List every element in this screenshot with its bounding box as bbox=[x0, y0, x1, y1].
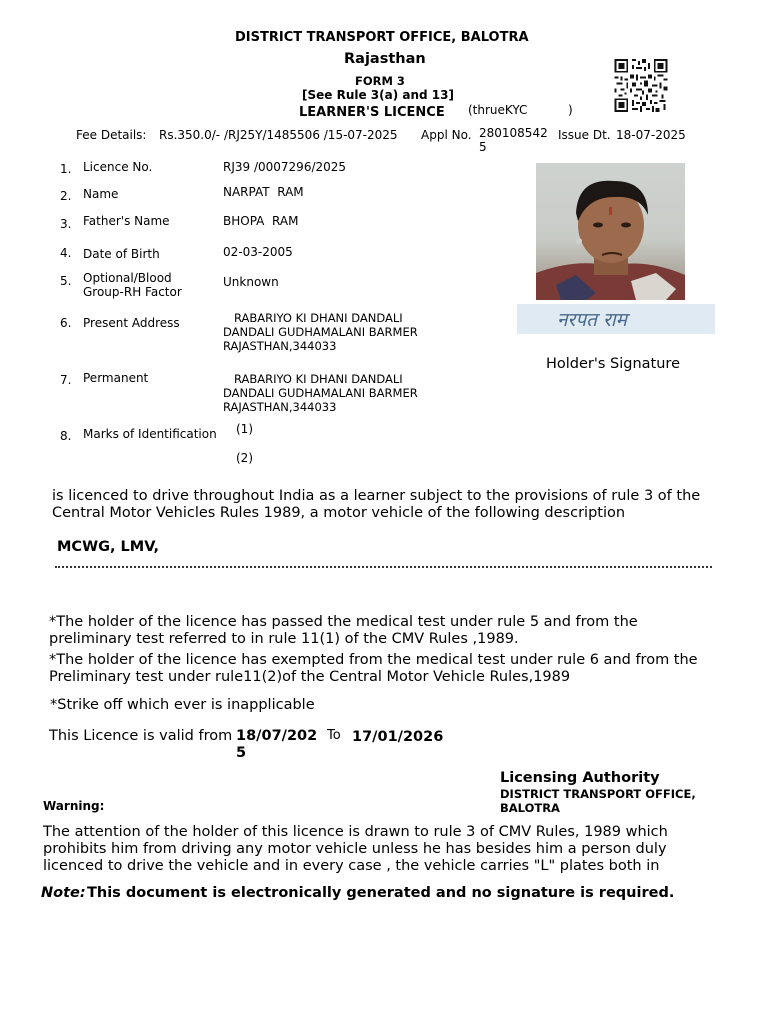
field-number: 2. bbox=[60, 189, 72, 203]
fee-value: Rs.350.0/- /RJ25Y/1485506 /15-07-2025 bbox=[159, 128, 398, 142]
valid-to-date: 17/01/2026 bbox=[352, 729, 444, 745]
present-address-line: DANDALI GUDHAMALANI BARMER bbox=[223, 325, 418, 339]
field-number: 4. bbox=[60, 246, 72, 260]
name-value: NARPAT RAM bbox=[223, 185, 304, 199]
medical-test-statement-1: *The holder of the licence has passed the medical test under rule 5 and from the preliminary test referred to in rule 11(1) of the CMV Rules ,1989. bbox=[49, 614, 638, 647]
fee-label: Fee Details: bbox=[76, 128, 147, 142]
appl-number: 280108542 bbox=[479, 126, 548, 140]
licensing-authority-title: Licensing Authority bbox=[500, 770, 660, 786]
licence-no-label: Licence No. bbox=[83, 160, 153, 174]
office-title: DISTRICT TRANSPORT OFFICE, BALOTRA bbox=[235, 30, 529, 45]
field-number: 5. bbox=[60, 274, 72, 288]
present-address-line: RAJASTHAN,344033 bbox=[223, 339, 337, 353]
permanent-address-label: Permanent bbox=[83, 371, 149, 385]
dob-value: 02-03-2005 bbox=[223, 245, 293, 259]
blood-group-label-cont: Group-RH Factor bbox=[83, 285, 182, 299]
name-label: Name bbox=[83, 187, 119, 201]
identification-mark-1: (1) bbox=[236, 422, 253, 436]
valid-from-date-cont: 5 bbox=[236, 745, 247, 761]
licence-statement: is licenced to drive throughout India as a learner subject to the provisions of rule 3 of the Central Motor Vehicles Rules 1989, a motor vehicle of the following description bbox=[52, 488, 701, 521]
valid-from-date: 18/07/202 bbox=[236, 728, 318, 744]
appl-label: Appl No. bbox=[421, 128, 472, 142]
field-number: 8. bbox=[60, 429, 72, 443]
blood-group-value: Unknown bbox=[223, 275, 279, 289]
holder-signature-label: Holder's Signature bbox=[546, 356, 680, 372]
field-number: 7. bbox=[60, 373, 72, 387]
rule-reference: [See Rule 3(a) and 13] bbox=[302, 88, 454, 102]
state-title: Rajasthan bbox=[344, 51, 426, 67]
appl-number-cont: 5 bbox=[479, 140, 487, 154]
holder-photo bbox=[536, 163, 685, 300]
field-number: 6. bbox=[60, 316, 72, 330]
permanent-address-line: DANDALI GUDHAMALANI BARMER bbox=[223, 386, 418, 400]
strike-off-note: *Strike off which ever is inapplicable bbox=[50, 697, 315, 713]
issue-label: Issue Dt. bbox=[558, 128, 611, 142]
validity-label: This Licence is valid from bbox=[49, 728, 233, 744]
issue-date: 18-07-2025 bbox=[616, 128, 686, 142]
dob-label: Date of Birth bbox=[83, 247, 160, 261]
form-number: FORM 3 bbox=[355, 74, 405, 88]
identification-marks-label: Marks of Identification bbox=[83, 427, 217, 441]
signature-script: नरपत राम bbox=[557, 309, 628, 331]
kyc-note: (thruеKYC bbox=[468, 103, 528, 117]
qr-code-icon bbox=[614, 59, 668, 112]
permanent-address-line: RAJASTHAN,344033 bbox=[223, 400, 337, 414]
present-address-line: RABARIYO KI DHANI DANDALI bbox=[223, 311, 403, 325]
warning-label: Warning: bbox=[43, 799, 105, 813]
field-number: 1. bbox=[60, 162, 72, 176]
note-label: Note: bbox=[41, 885, 86, 901]
father-name-label: Father's Name bbox=[83, 214, 170, 228]
validity-to-label: To bbox=[327, 728, 341, 743]
warning-text: The attention of the holder of this licence is drawn to rule 3 of CMV Rules, 1989 which prohibits him from driving any motor vehicle unless he has besides him a person duly licenced to drive the vehicle and in every case , the vehicle carries "L" plates both in bbox=[43, 824, 668, 874]
field-number: 3. bbox=[60, 217, 72, 231]
present-address-label: Present Address bbox=[83, 316, 180, 330]
identification-mark-2: (2) bbox=[236, 451, 253, 465]
father-name-value: BHOPA RAM bbox=[223, 214, 299, 228]
permanent-address-line: RABARIYO KI DHANI DANDALI bbox=[223, 372, 403, 386]
blood-group-label: Optional/Blood bbox=[83, 271, 172, 285]
note-text: This document is electronically generated and no signature is required. bbox=[87, 885, 675, 901]
holder-signature-image bbox=[517, 304, 715, 334]
authority-office: DISTRICT TRANSPORT OFFICE, bbox=[500, 787, 696, 801]
document-title: LEARNER'S LICENCE bbox=[299, 105, 445, 120]
dotted-divider bbox=[55, 556, 712, 568]
authority-office-cont: BALOTRA bbox=[500, 801, 560, 815]
medical-test-statement-2: *The holder of the licence has exempted from the medical test under rule 6 and from the Preliminary test under rule11(2)of the Central Motor Vehicle Rules,1989 bbox=[49, 652, 698, 685]
vehicle-class: MCWG, LMV, bbox=[57, 539, 160, 555]
licence-no-value: RJ39 /0007296/2025 bbox=[223, 160, 347, 174]
kyc-note-close: ) bbox=[568, 103, 573, 117]
